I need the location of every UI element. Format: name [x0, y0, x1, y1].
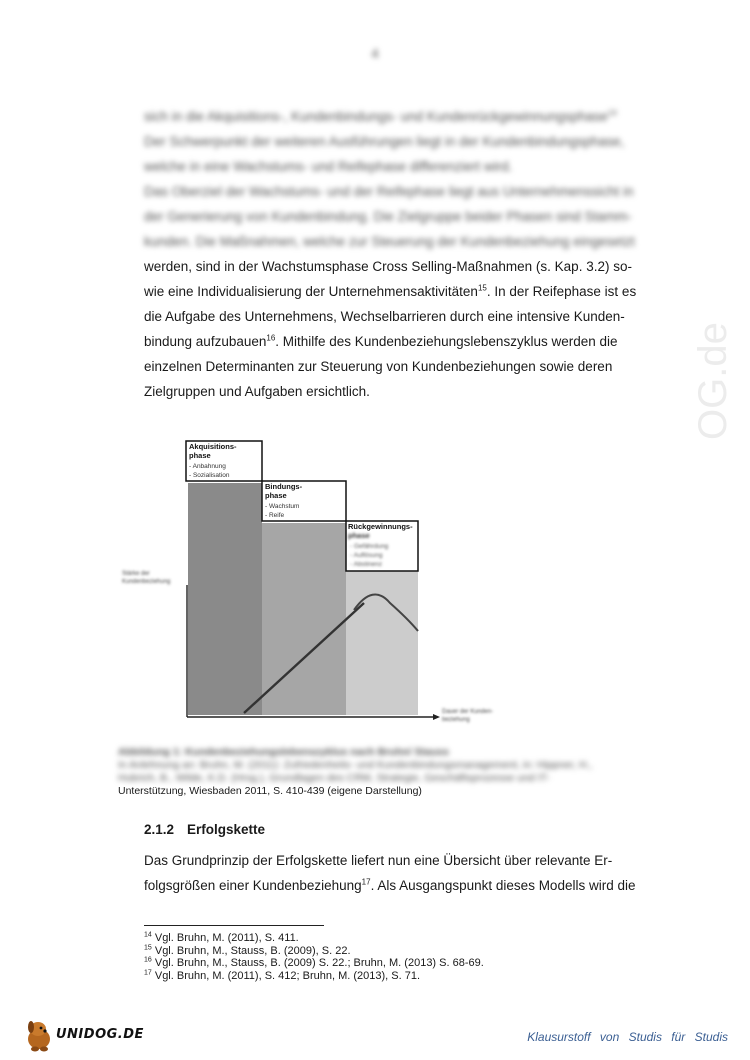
phase1-title: Akquisitions-	[189, 442, 237, 451]
blurred-paragraph	[144, 104, 672, 254]
x-axis-label: Dauer der Kunden-	[442, 709, 494, 715]
dog-icon	[22, 1015, 56, 1055]
footnote: $^{16}$ Vgl. Bruhn, M., Stauss, B. (2009) S. 22.; Bruhn, M. (2013) S. 68-69.	[144, 956, 484, 969]
phase3-item: - Auflösung	[350, 552, 383, 559]
phase3-title: phase	[348, 531, 370, 540]
phase3-item: - Abstinenz	[350, 561, 383, 568]
x-axis-label: beziehung	[442, 717, 470, 723]
watermark	[668, 290, 748, 450]
footnote-ref: 15	[477, 283, 487, 293]
phase2-item: - Wachstum	[265, 503, 300, 510]
text-line: werden, sind in der Wachstumsphase Cross Selling-Maßnahmen (s. Kap. 3.2) so-	[144, 259, 632, 274]
text-line: einzelnen Determinanten zur Steuerung von Kundenbeziehungen sowie deren	[144, 359, 613, 374]
text-line: Zielgruppen und Aufgaben ersichtlich.	[144, 384, 370, 399]
blurred-line: der Generierung von Kundenbindung. Die Zielgruppe beider Phasen sind Stamm-	[144, 209, 632, 224]
text-line: die Aufgabe des Unternehmens, Wechselbarrieren durch eine intensive Kunden-	[144, 309, 625, 324]
footnote: $^{14}$ Vgl. Bruhn, M. (2011), S. 411.	[144, 931, 299, 944]
blurred-line: Das Oberziel der Wachstums- und der Reifephase liegt aus Unternehmenssicht in	[144, 184, 634, 199]
phase1-bar	[188, 483, 262, 715]
y-axis-label: Kundenbeziehung	[122, 579, 171, 585]
phase1-title: phase	[189, 451, 211, 460]
caption-blurred	[118, 746, 678, 785]
caption-line: Hubrich, B., Wilde, K.D. (Hrsg.), Grundlagen des CRM, Strategie, Geschäftsprozesse und IT-	[118, 772, 550, 784]
footnote-ref: 16	[266, 333, 276, 343]
phase3-item: - Gefährdung	[350, 543, 389, 550]
phase1-item: - Sozialisation	[189, 472, 230, 479]
text-line: folgsgrößen einer Kundenbeziehung$^{17}$. Als Ausgangspunkt dieses Modells wird die	[144, 877, 636, 893]
lifecycle-diagram	[118, 435, 518, 735]
x-axis-arrow-icon	[433, 714, 440, 720]
text-line: wie eine Individualisierung der Unternehmensaktivitäten$^{15}$. In der Reifephase ist es	[144, 283, 637, 299]
watermark-text: OG.de	[691, 322, 735, 440]
phase2-title: phase	[265, 491, 287, 500]
footer-slogan: Klausurstoff von Studis für Studis	[527, 1030, 728, 1044]
section-heading	[144, 822, 265, 837]
paragraph-kundenbeziehung	[144, 254, 672, 404]
caption-title: Abbildung 1: Kundenbeziehungslebenszyklus nach Bruhn/ Stauss	[118, 746, 449, 758]
phase1-item: - Anbahnung	[189, 463, 226, 470]
blurred-line: kunden. Die Maßnahmen, welche zur Steuerung der Kundenbeziehung eingesetzt	[144, 234, 635, 249]
text-line: Das Grundprinzip der Erfolgskette liefert nun eine Übersicht über relevante Er-	[144, 853, 613, 868]
caption-line: In Anlehnung an: Bruhn, M. (2011): Zufriedenheits- und Kundenbindungsmanagement, in: Hippner, H.,	[118, 759, 593, 771]
text-line: bindung aufzubauen$^{16}$. Mithilfe des Kundenbeziehungslebenszyklus werden die	[144, 333, 618, 349]
section-title: Erfolgskette	[187, 822, 266, 837]
footnote: $^{17}$ Vgl. Bruhn, M. (2011), S. 412; Bruhn, M. (2013), S. 71.	[144, 968, 421, 982]
footnote-ref: 17	[361, 877, 371, 887]
y-axis-label: Stärke der	[122, 571, 150, 577]
figure-caption	[118, 746, 678, 798]
phase3-title: Rückgewinnungs-	[348, 522, 413, 531]
footnote-divider	[144, 925, 324, 926]
section-number: 2.1.2	[144, 822, 175, 837]
phase2-item: - Reife	[265, 512, 285, 519]
footnotes	[144, 932, 484, 982]
unidog-logo[interactable]	[22, 1015, 162, 1055]
caption-line: Unterstützung, Wiesbaden 2011, S. 410-439 (eigene Darstellung)	[118, 785, 422, 797]
footnote: $^{15}$ Vgl. Bruhn, M., Stauss, B. (2009), S. 22.	[144, 943, 351, 957]
blurred-line: sich in die Akquisitions-, Kundenbindungs- und Kundenrückgewinnungsphase$^{14}$	[144, 108, 617, 124]
blurred-line: Der Schwerpunkt der weiteren Ausführungen liegt in der Kundenbindungsphase,	[144, 134, 625, 149]
logo-text: UNIDOG.DE	[56, 1027, 144, 1042]
paragraph-erfolgskette	[144, 848, 672, 898]
phase2-title: Bindungs-	[265, 482, 303, 491]
lifecycle-figure	[118, 435, 518, 735]
page-number: 4	[371, 46, 379, 61]
blurred-line: welche in eine Wachstums- und Reifephase differenziert wird.	[144, 159, 513, 174]
